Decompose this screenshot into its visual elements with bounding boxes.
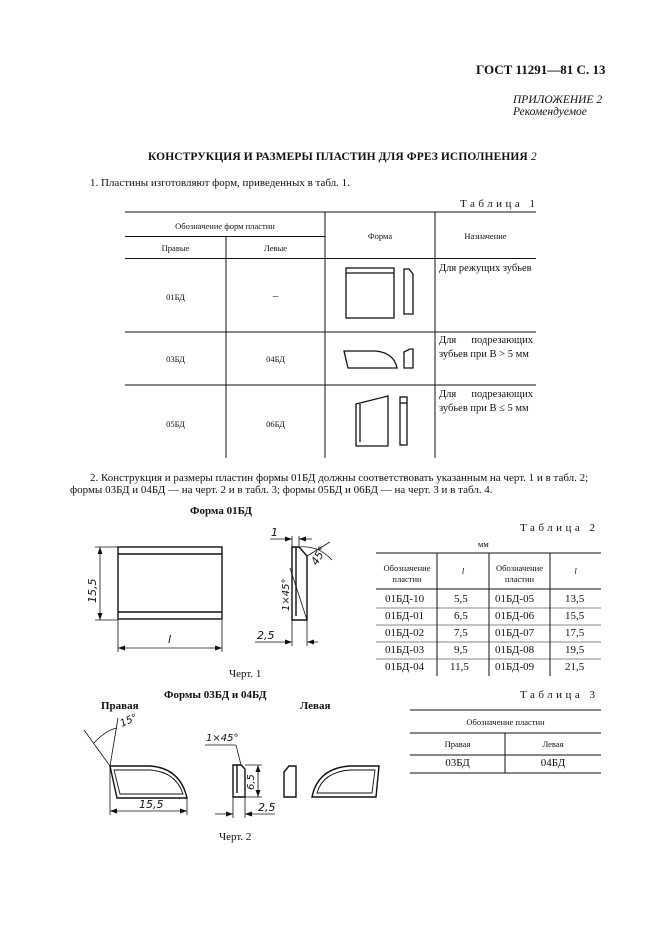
table1-header-right: Правые <box>161 243 190 253</box>
table2-cell: 01БД-10 <box>385 593 425 605</box>
figure1-dim-height: 15,5 <box>86 578 99 603</box>
figure1-dim-length: l <box>168 633 172 646</box>
figure2-dim-chamfer: 1×45° <box>206 733 239 744</box>
table1-row3-left: 06БД <box>266 419 285 429</box>
table1-row1-right: 01БД <box>166 292 185 302</box>
table1-row1-purpose: Для режущих зубьев <box>439 263 532 274</box>
table2-cell: 01БД-08 <box>495 644 535 656</box>
table2-header-l-1: l <box>461 566 465 576</box>
table3-header: Обозначение пластин <box>466 717 545 727</box>
table1-caption: Таблица 1 <box>460 198 539 210</box>
table1-row2-left: 04БД <box>266 354 285 364</box>
figure2-right-label: Правая <box>101 700 139 712</box>
table2-header-designation-1: Обозначение пластин <box>383 563 431 584</box>
table3-caption: Таблица 3 <box>520 689 599 701</box>
table2-cell: 5,5 <box>454 593 468 605</box>
paragraph-2-line2: формы 03БД и 04БД — на черт. 2 и в табл. 3; формы 05БД и 06БД — на черт. 3 и в табл. 4. <box>70 484 493 496</box>
table3-header-left: Левая <box>542 739 564 749</box>
table1-row3-right: 05БД <box>166 419 185 429</box>
table2-header-l-2: l <box>574 566 577 576</box>
table1-header-purpose: Назначение <box>464 231 507 241</box>
figure1-title: Форма 01БД <box>190 505 252 517</box>
figure1-dim-angle: 45° <box>308 544 330 568</box>
table2-cell: 01БД-04 <box>385 661 425 673</box>
figure2-title: Формы 03БД и 04БД <box>164 689 267 701</box>
table2-cell: 01БД-01 <box>385 610 425 622</box>
paragraph-2-line1: 2. Конструкция и размеры пластин формы 01БД должны соответствовать указанным на черт. 1 и в табл. 2; <box>90 472 589 484</box>
table2-cell: 13,5 <box>565 593 585 605</box>
table2-cell: 6,5 <box>454 610 468 622</box>
table3-header-right: Правая <box>444 739 471 749</box>
figure2-left-label: Левая <box>300 700 331 712</box>
table2-cell: 01БД-03 <box>385 644 425 656</box>
table3-cell-right: 03БД <box>445 757 470 769</box>
appendix-title: ПРИЛОЖЕНИЕ 2 <box>513 94 603 106</box>
table1-row1-left: – <box>272 290 279 302</box>
table1-header-form: Форма <box>367 231 393 241</box>
table2-cell: 01БД-07 <box>495 627 535 639</box>
page-header: ГОСТ 11291—81 С. 13 <box>476 62 606 77</box>
table2-cell: 01БД-05 <box>495 593 535 605</box>
figure2-dim-angle: 15° <box>118 712 140 730</box>
table2-cell: 01БД-02 <box>385 627 425 639</box>
table2-caption: Таблица 2 <box>520 522 599 534</box>
table2-cell: 7,5 <box>454 627 468 639</box>
table3-cell-left: 04БД <box>540 757 566 769</box>
appendix-status: Рекомендуемое <box>513 106 587 118</box>
table2-cell: 21,5 <box>565 661 585 673</box>
paragraph-1: 1. Пластины изготовляют форм, приведенных в табл. 1. <box>90 177 350 189</box>
figure2-caption: Черт. 2 <box>219 831 252 843</box>
table2-cell: 01БД-06 <box>495 610 535 622</box>
table2-header-designation-2: Обозначение пластин <box>496 563 543 584</box>
table2-cell: 11,5 <box>450 661 469 673</box>
figure1-dim-thickness: 1 <box>271 526 278 539</box>
table2-cell: 19,5 <box>565 644 585 656</box>
table1-row2-right: 03БД <box>166 354 185 364</box>
table2-unit: мм <box>478 539 489 549</box>
figure1-caption: Черт. 1 <box>229 668 262 680</box>
figure2-dim-width: 2,5 <box>258 801 276 814</box>
figure1-dim-chamfer: 1×45° <box>281 578 292 611</box>
section-heading-number: 2 <box>530 151 537 163</box>
table1-row2-purpose: Для подрезающих зубьев при B > 5 мм <box>439 335 533 360</box>
table1-header-left: Левые <box>264 243 287 253</box>
section-heading-text: КОНСТРУКЦИЯ И РАЗМЕРЫ ПЛАСТИН ДЛЯ ФРЕЗ ИСПОЛНЕНИЯ <box>148 151 528 163</box>
table1-row3-purpose: Для подрезающих зубьев при B ≤ 5 мм <box>439 389 533 414</box>
table2-cell: 15,5 <box>565 610 585 622</box>
figure1-dim-width: 2,5 <box>257 629 275 642</box>
figure2-dim-length: 15,5 <box>139 798 164 811</box>
table2-cell: 01БД-09 <box>495 661 535 673</box>
table1-header-designation: Обозначение форм пластин <box>175 221 275 231</box>
figure2-dim-height: 6,5 <box>246 774 257 790</box>
table2-cell: 9,5 <box>454 644 468 656</box>
table2-cell: 17,5 <box>565 627 585 639</box>
